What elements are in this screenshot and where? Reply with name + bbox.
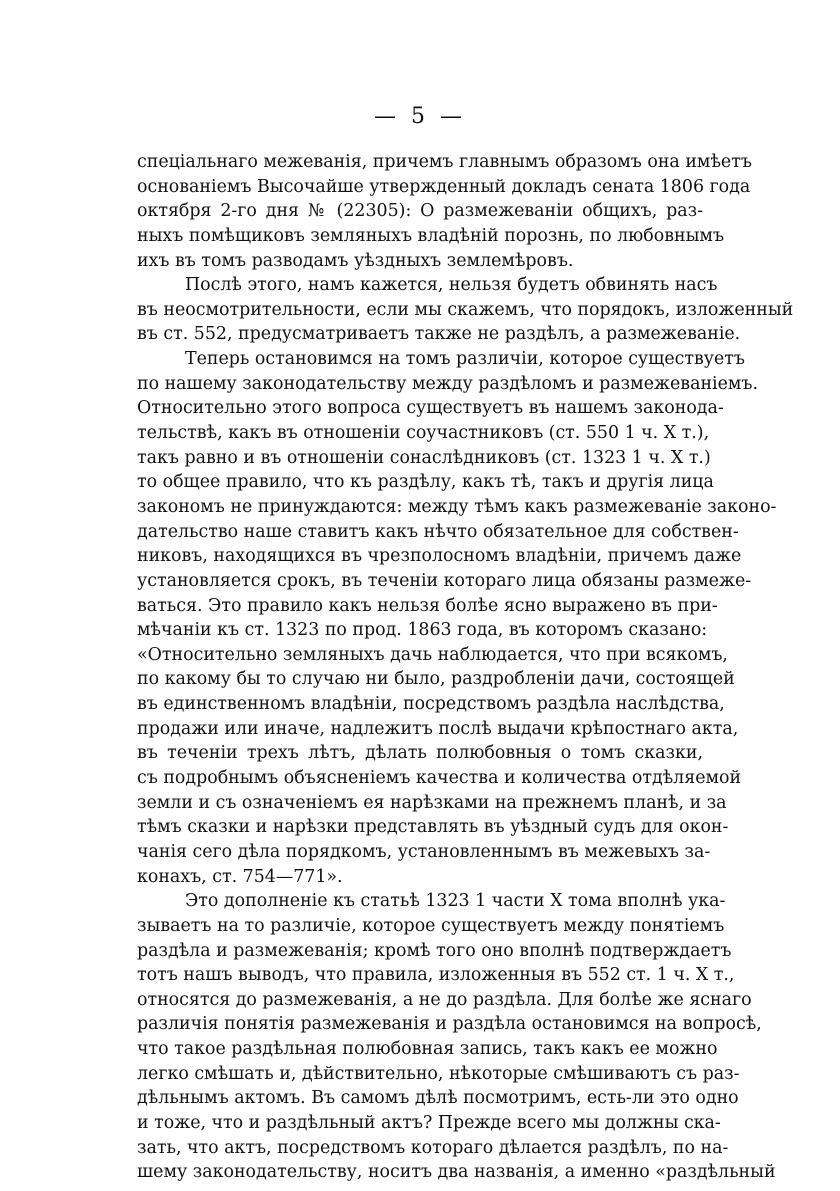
text-line-content: различія понятія размежеванія и раздѣла остановимся на вопросѣ,	[137, 1014, 762, 1035]
text-line	[137, 1086, 739, 1111]
page-number: — 5 —	[374, 104, 466, 129]
text-line-content: октября 2-го дня № (22305): О размежеваніи общихъ, раз-	[137, 201, 703, 222]
text-line-content: по какому бы то случаю ни было, раздробленіи дачи, состоящей	[137, 669, 735, 690]
text-line	[137, 150, 752, 175]
text-line	[137, 741, 703, 766]
text-line-content: дѣльнымъ актомъ. Въ самомъ дѣлѣ посмотримъ, есть-ли это одно	[137, 1088, 739, 1109]
text-line-content: раздѣла и размежеванія; кромѣ того оно вполнѣ подтверждаетъ	[137, 940, 732, 961]
text-line-content: спеціальнаго межеванія, причемъ главнымъ образомъ она имѣетъ	[137, 152, 752, 172]
text-line-content: такъ равно и въ отношеніи сонаслѣдниковъ (ст. 1323 1 ч. X т.)	[137, 447, 711, 468]
text-line-content: продажи или иначе, надлежитъ послѣ выдачи крѣпостнаго акта,	[137, 718, 739, 739]
text-line	[137, 446, 711, 471]
text-line	[137, 667, 735, 692]
text-line-content: Теперь остановимся на томъ различіи, которое существуетъ	[185, 349, 745, 370]
text-line	[137, 618, 708, 643]
text-line-content: ихъ въ томъ разводамъ уѣздныхъ землемѣровъ.	[137, 250, 574, 271]
text-line	[137, 889, 726, 914]
text-line-content: зать, что актъ, посредствомъ котораго дѣлается раздѣлъ, по на-	[137, 1137, 729, 1158]
text-line	[137, 1136, 729, 1161]
text-line	[137, 396, 724, 421]
text-line-content: Послѣ этого, намъ кажется, нельзя будетъ обвинять насъ	[185, 275, 718, 296]
text-line	[137, 914, 725, 939]
text-line	[137, 273, 718, 298]
text-line-content: въ неосмотрительности, если мы скажемъ, что порядокъ, изложенный	[137, 299, 794, 320]
text-line	[137, 1062, 740, 1087]
text-line-content: дательство наше ставитъ какъ нѣчто обязательное для собствен-	[137, 521, 739, 542]
text-line-content: земли и съ означеніемъ ея нарѣзками на прежнемъ планѣ, и за	[137, 792, 727, 813]
text-line-content: относятся до размежеванія, а не до раздѣла. Для болѣе же яснаго	[137, 989, 752, 1010]
text-line-content: тотъ нашъ выводъ, что правила, изложенныя въ 552 ст. 1 ч. X т.,	[137, 965, 735, 986]
text-line-content: установляется срокъ, въ теченіи котораго лица обязаны размеже-	[137, 570, 752, 591]
text-line	[137, 520, 739, 545]
text-line-content: основаніемъ Высочайше утвержденный докладъ сената 1806 года	[137, 176, 751, 197]
text-line-content: въ теченіи трехъ лѣтъ, дѣлать полюбовныя о томъ сказки,	[137, 743, 703, 764]
text-line-content: по нашему законодательству между раздѣломъ и размежеваніемъ.	[137, 373, 759, 394]
text-line-content: въ ст. 552, предусматриваетъ также не раздѣлъ, а размежеваніе.	[137, 324, 741, 345]
text-line	[137, 815, 729, 840]
text-line	[137, 372, 759, 397]
text-line-content: что такое раздѣльная полюбовная запись, такъ какъ ее можно	[137, 1039, 718, 1060]
text-line-content: то общее правило, что къ раздѣлу, какъ тѣ, такъ и другія лица	[137, 472, 714, 493]
text-line	[137, 865, 703, 890]
text-line	[137, 298, 794, 323]
text-line-content: легко смѣшать и, дѣйствительно, нѣкоторые смѣшиваютъ съ раз-	[137, 1063, 740, 1084]
text-line	[137, 322, 741, 347]
text-line	[137, 717, 739, 742]
text-line	[137, 347, 745, 372]
text-line-content: Это дополненіе къ статьѣ 1323 1 части X тома вполнѣ ука-	[185, 891, 726, 912]
text-line	[137, 249, 703, 274]
text-line	[137, 1111, 721, 1136]
text-line	[137, 470, 714, 495]
text-line-content: ныхъ помѣщиковъ земляныхъ владѣній порознь, по любовнымъ	[137, 225, 725, 246]
text-line	[137, 594, 718, 619]
text-line	[137, 766, 742, 791]
text-line	[137, 692, 725, 717]
text-line-content: зываетъ на то различіе, которое существуетъ между понятіемъ	[137, 915, 725, 936]
text-line	[137, 224, 725, 249]
text-line	[137, 495, 777, 520]
body-text	[137, 150, 794, 1185]
text-line-content: шему законодательству, носитъ два названія, а именно «раздѣльный	[137, 1162, 776, 1183]
text-line	[137, 544, 742, 569]
text-line	[137, 1012, 762, 1037]
text-line-content: Относительно этого вопроса существуетъ въ нашемъ законода-	[137, 398, 724, 419]
text-line	[137, 421, 710, 446]
text-line-content: тельствѣ, какъ въ отношеніи соучастниковъ (ст. 550 1 ч. X т.),	[137, 423, 710, 444]
text-line-content: съ подробнымъ объясненіемъ качества и количества отдѣляемой	[137, 768, 742, 789]
text-line	[137, 1160, 776, 1185]
text-line-content: мѣчаніи къ ст. 1323 по прод. 1863 года, въ которомъ сказано:	[137, 620, 708, 641]
text-line-content: закономъ не принуждаются: между тѣмъ какъ размежеваніе законо-	[137, 496, 777, 517]
text-line	[137, 939, 732, 964]
text-line	[137, 175, 751, 200]
text-line	[137, 840, 711, 865]
text-line	[137, 791, 727, 816]
text-line-content: чанія сего дѣла порядкомъ, установленнымъ въ межевыхъ за-	[137, 841, 711, 862]
text-line	[137, 963, 735, 988]
text-line	[137, 1037, 718, 1062]
text-line	[137, 643, 728, 668]
text-line	[137, 199, 703, 224]
text-line-content: тѣмъ сказки и нарѣзки представлять въ уѣздный судъ для окон-	[137, 817, 729, 838]
text-line	[137, 988, 752, 1013]
text-line-content: «Относительно земляныхъ дачь наблюдается, что при всякомъ,	[137, 644, 728, 665]
text-line-content: никовъ, находящихся въ чрезполосномъ владѣніи, причемъ даже	[137, 546, 742, 567]
text-line-content: въ единственномъ владѣніи, посредствомъ раздѣла наслѣдства,	[137, 694, 725, 715]
text-line-content: конахъ, ст. 754—771».	[137, 866, 343, 887]
text-line	[137, 569, 752, 594]
text-line-content: ваться. Это правило какъ нельзя болѣе ясно выражено въ при-	[137, 595, 718, 616]
text-line-content: и тоже, что и раздѣльный актъ? Прежде всего мы должны ска-	[137, 1112, 721, 1133]
